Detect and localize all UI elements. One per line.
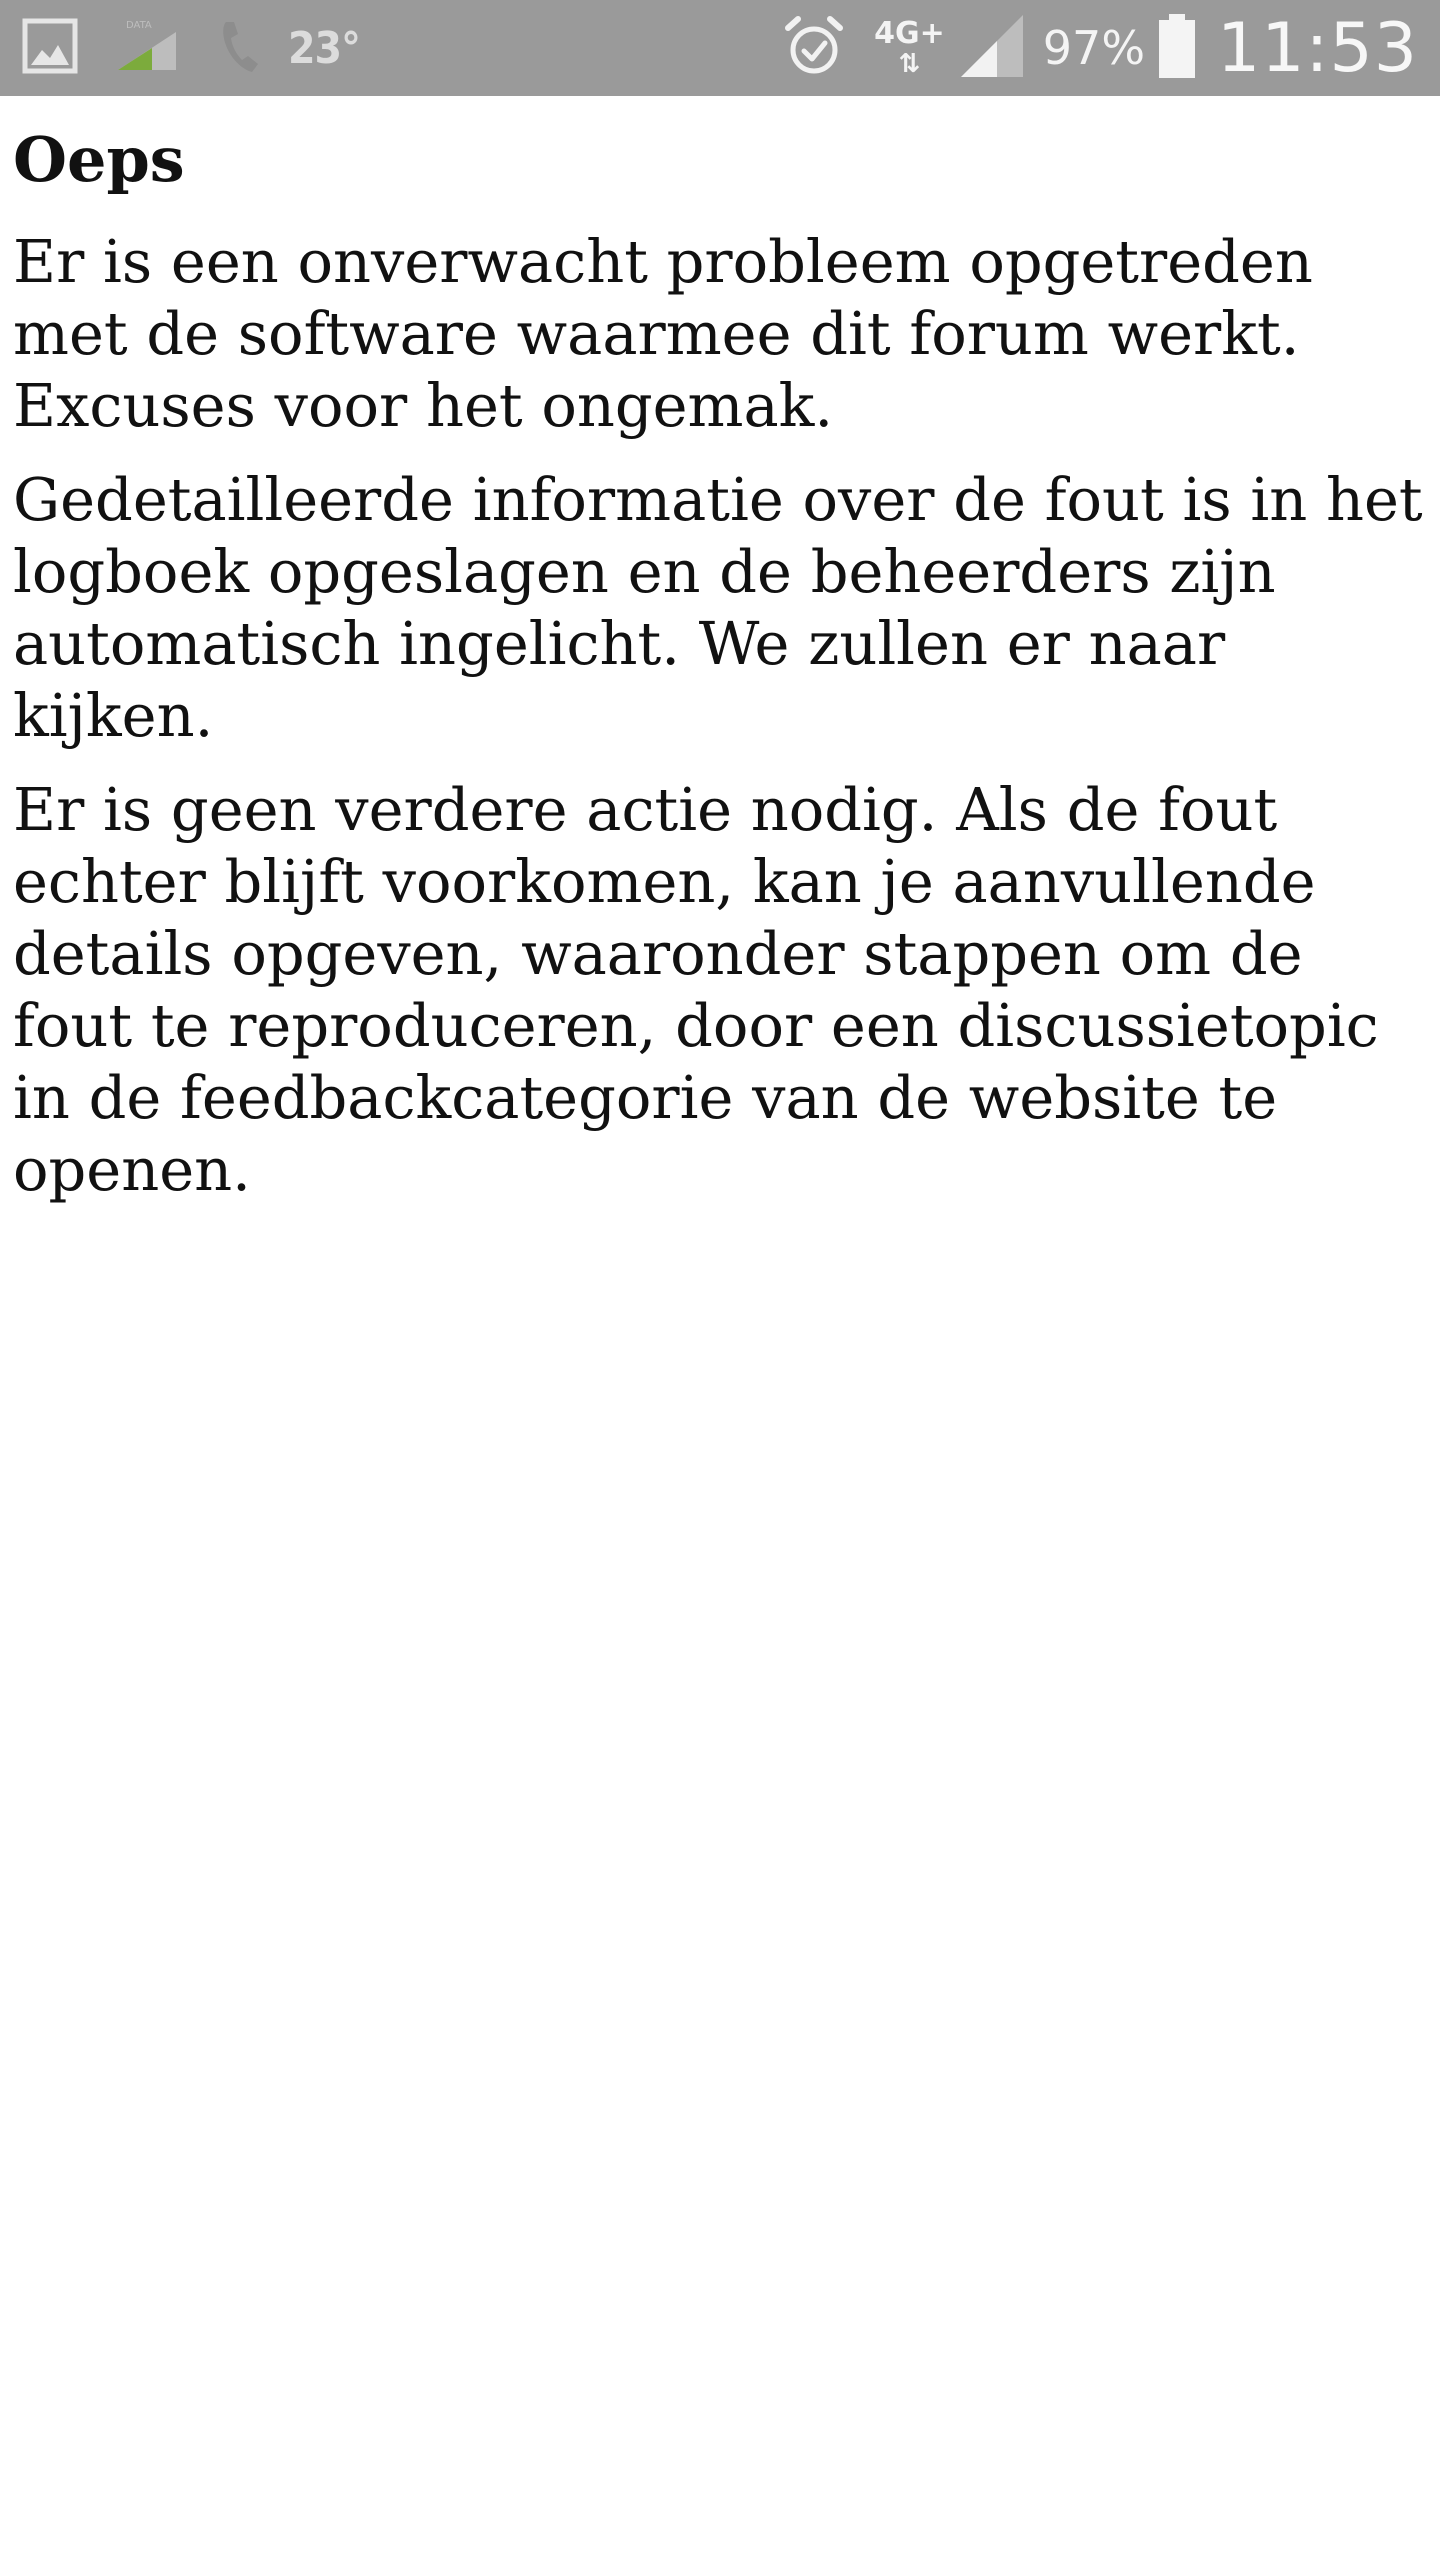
data-label: DATA	[126, 20, 152, 31]
status-bar-right	[782, 0, 1418, 96]
error-message-paragraph: Er is een onverwacht probleem opgetreden met de software waarmee dit forum werkt. Excuses voor het ongemak.	[13, 227, 1313, 441]
signal-strength-icon	[959, 13, 1025, 83]
clock: 11:53	[1217, 8, 1418, 88]
battery-percent: 97%	[1042, 21, 1146, 75]
alarm-icon	[782, 14, 846, 82]
temperature: 23°	[288, 22, 360, 74]
network-type-label: 4G+	[874, 16, 945, 51]
error-details-paragraph: Gedetailleerde informatie over de fout is in het logboek opgeslagen en de beheerders zijn automatisch ingelicht. We zullen er naar kijken.	[13, 465, 1423, 751]
battery-icon	[1157, 13, 1197, 83]
data-saving-icon	[116, 18, 178, 78]
network-type-indicator	[874, 16, 945, 79]
page-title: Oeps	[13, 123, 185, 196]
missed-call-icon	[218, 16, 262, 80]
data-activity-icon: ⇅	[898, 49, 921, 79]
status-bar	[0, 0, 1440, 96]
gallery-icon	[22, 18, 78, 78]
error-page	[13, 96, 1427, 1228]
error-action-paragraph: Er is geen verdere actie nodig. Als de fout echter blijft voorkomen, kan je aanvullende details opgeven, waaronder stappen om de fout te reproduceren, door een discussietopic in de feedbackcategorie van de website te openen.	[13, 775, 1379, 1205]
status-bar-left	[22, 0, 360, 96]
